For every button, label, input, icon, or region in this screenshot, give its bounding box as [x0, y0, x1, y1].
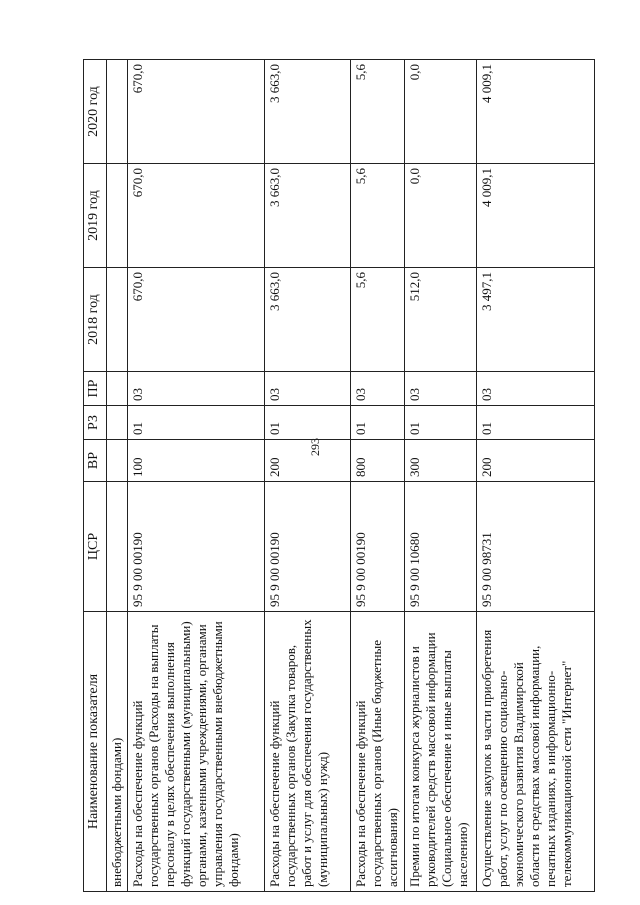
continuation-text: внебюджетными фондами): [107, 612, 128, 892]
row-2018: 512,0: [405, 268, 477, 372]
header-csr: ЦСР: [84, 482, 107, 612]
row-2020: 4 009,1: [477, 60, 595, 164]
row-2020: 0,0: [405, 60, 477, 164]
page-number: 293: [308, 438, 322, 456]
table-row: [128, 60, 265, 892]
header-vr: ВР: [84, 440, 107, 482]
header-2020: 2020 год: [84, 60, 107, 164]
row-vr: 200: [265, 440, 351, 482]
row-name: Осуществление закупок в части приобретения работ, услуг по освещению социально-экономического развития Владимирской области в средствах массовой информации, печатных изданиях, в информационно-телекоммуникационной сети "Интернет": [477, 612, 595, 892]
header-pr: ПР: [84, 372, 107, 406]
row-2018: 3 663,0: [265, 268, 351, 372]
row-2020: 3 663,0: [265, 60, 351, 164]
row-rz: 01: [351, 406, 405, 440]
row-pr: 03: [128, 372, 265, 406]
row-vr: 800: [351, 440, 405, 482]
table-row-continuation: [107, 60, 128, 892]
row-2020: 5,6: [351, 60, 405, 164]
row-name: Премии по итогам конкурса журналистов и руководителей средств массовой информации (Социальное обеспечение и иные выплаты населению): [405, 612, 477, 892]
row-2019: 670,0: [128, 164, 265, 268]
row-csr: 95 9 00 10680: [405, 482, 477, 612]
row-name: Расходы на обеспечение функций государственных органов (Иные бюджетные ассигнования): [351, 612, 405, 892]
rotated-table-wrapper: [83, 60, 640, 892]
row-pr: 03: [477, 372, 595, 406]
row-rz: 01: [405, 406, 477, 440]
table-row: [351, 60, 405, 892]
row-2019: 4 009,1: [477, 164, 595, 268]
header-2018: 2018 год: [84, 268, 107, 372]
header-2019: 2019 год: [84, 164, 107, 268]
row-csr: 95 9 00 00190: [128, 482, 265, 612]
row-csr: 95 9 00 98731: [477, 482, 595, 612]
budget-table-container: [83, 60, 640, 892]
table-row: [405, 60, 477, 892]
header-name: Наименование показателя: [84, 612, 107, 892]
row-vr: 300: [405, 440, 477, 482]
row-pr: 03: [405, 372, 477, 406]
table-row: [477, 60, 595, 892]
budget-table: [83, 59, 595, 892]
row-vr: 200: [477, 440, 595, 482]
row-2019: 5,6: [351, 164, 405, 268]
row-rz: 01: [265, 406, 351, 440]
row-2019: 0,0: [405, 164, 477, 268]
row-2019: 3 663,0: [265, 164, 351, 268]
row-csr: 95 9 00 00190: [351, 482, 405, 612]
table-header-row: [84, 60, 107, 892]
row-name: Расходы на обеспечение функций государственных органов (Закупка товаров, работ и услуг для обеспечения государственных (муниципальных) нужд): [265, 612, 351, 892]
row-2020: 670,0: [128, 60, 265, 164]
row-2018: 3 497,1: [477, 268, 595, 372]
row-name: Расходы на обеспечение функций государственных органов (Расходы на выплаты персоналу в целях обеспечения выполнения функций государственными (муниципальными) органами, казенными учреждениями, органами управления государственными внебюджетными фондами): [128, 612, 265, 892]
header-rz: РЗ: [84, 406, 107, 440]
row-2018: 5,6: [351, 268, 405, 372]
row-2018: 670,0: [128, 268, 265, 372]
row-vr: 100: [128, 440, 265, 482]
row-csr: 95 9 00 00190: [265, 482, 351, 612]
row-rz: 01: [477, 406, 595, 440]
row-rz: 01: [128, 406, 265, 440]
table-row: [265, 60, 351, 892]
row-pr: 03: [265, 372, 351, 406]
row-pr: 03: [351, 372, 405, 406]
